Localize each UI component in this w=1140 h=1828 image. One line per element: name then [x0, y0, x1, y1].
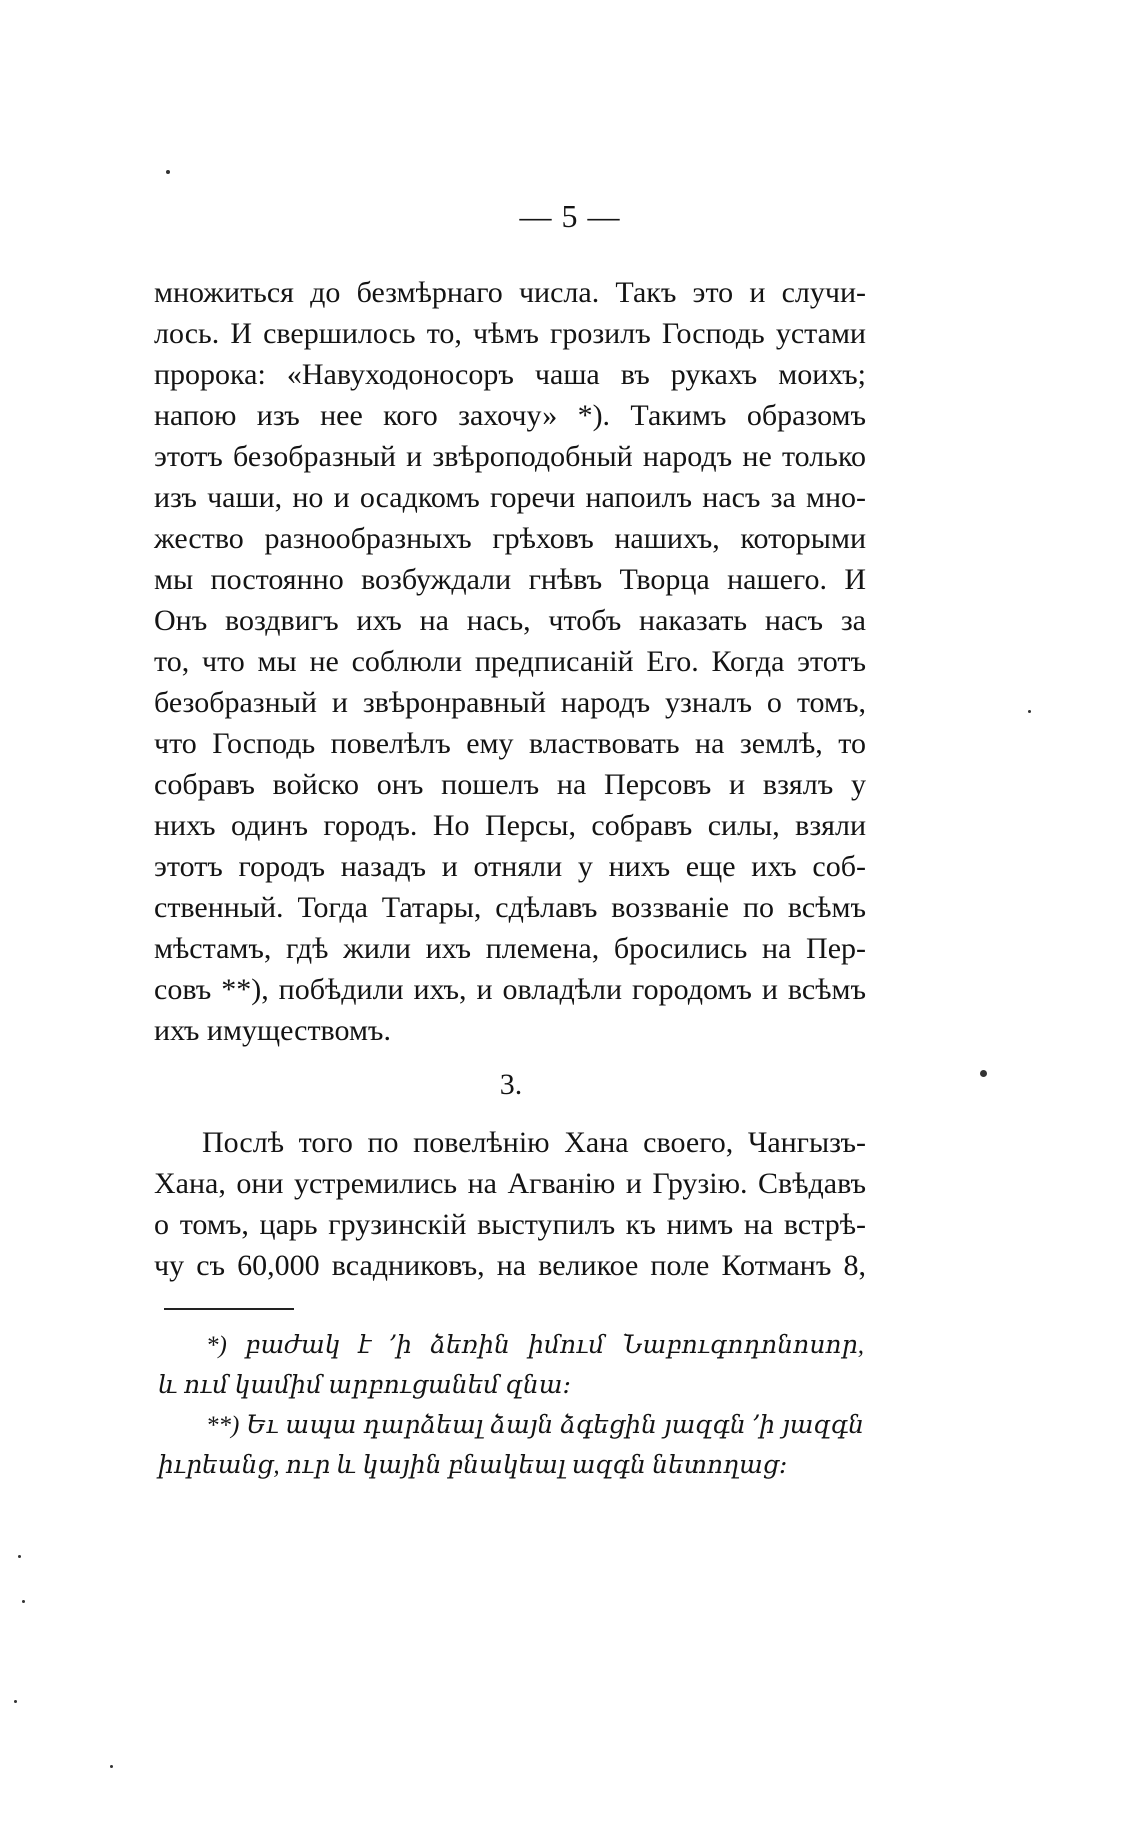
scan-speck: [110, 1765, 113, 1768]
text-line: ственный. Тогда Татары, сдѣлавъ воззваніе по всѣмъ: [154, 891, 866, 924]
scan-speck: [18, 1555, 21, 1558]
footnote-line: և ում կամիմ արբուցանեմ զնա։: [158, 1372, 571, 1399]
text-line: напою изъ нее кого захочу» *). Такимъ образомъ: [154, 399, 866, 432]
footnote-line: *) բաժակ է ՚ի ձեռին իմում Նաբուգոդոնոսոր,: [206, 1332, 864, 1359]
text-line: что Господь повелѣлъ ему властвовать на землѣ, то: [154, 727, 866, 760]
main-paragraph: [154, 272, 866, 1051]
text-line: пророка: «Навуходоносоръ чаша въ рукахъ моихъ;: [154, 358, 866, 391]
text-line: лось. И свершилось то, чѣмъ грозилъ Господь устами: [154, 317, 866, 350]
text-line: Онъ воздвигъ ихъ на нась, чтобъ наказать насъ за: [154, 604, 866, 637]
section-paragraph: [154, 1122, 866, 1286]
text-line: Хана, они устремились на Агванію и Грузію. Свѣдавъ: [154, 1167, 866, 1200]
scan-speck: [166, 170, 170, 174]
scan-speck: [14, 1700, 17, 1703]
footnote-line: իւրեանց, ուր և կային բնակեալ ազգն նետողաց։: [158, 1452, 788, 1479]
text-line: то, что мы не соблюли предписаній Его. Когда этотъ: [154, 645, 866, 678]
scan-speck: [980, 1070, 987, 1077]
text-line: о томъ, царь грузинскій выступилъ къ нимъ на встрѣ-: [154, 1208, 866, 1241]
section-number: 3.: [499, 1068, 523, 1101]
text-line: жество разнообразныхъ грѣховъ нашихъ, которыми: [154, 522, 866, 555]
text-line: совъ **), побѣдили ихъ, и овладѣли городомъ и всѣмъ: [154, 973, 866, 1006]
text-line: изъ чаши, но и осадкомъ горечи напоилъ насъ за мно-: [154, 481, 866, 514]
text-line: этотъ безобразный и звѣроподобный народъ не только: [154, 440, 866, 473]
scan-speck: [1028, 710, 1031, 713]
text-line: чу съ 60,000 всадниковъ, на великое поле Котманъ 8,: [154, 1249, 866, 1282]
text-line: Послѣ того по повелѣнію Хана своего, Чангызъ-: [202, 1126, 866, 1159]
page-number: — 5 —: [519, 198, 621, 234]
text-line: множиться до безмѣрнаго числа. Такъ это и случи-: [154, 276, 866, 309]
scan-speck: [22, 1600, 25, 1603]
text-line: ихъ имуществомъ.: [154, 1014, 391, 1047]
text-line: мѣстамъ, гдѣ жили ихъ племена, бросились на Пер-: [154, 932, 866, 965]
text-line: этотъ городъ назадъ и отняли у нихъ еще ихъ соб-: [154, 850, 866, 883]
footnote-separator: [164, 1308, 294, 1310]
text-line: безобразный и звѣронравный народъ узналъ о томъ,: [154, 686, 866, 719]
footnotes: [158, 1326, 864, 1486]
footnote-line: **) Եւ ապա դարձեալ ձայն ձգեցին յազգն ՚ի յազգն: [206, 1412, 864, 1439]
text-line: нихъ одинъ городъ. Но Персы, собравъ силы, взяли: [154, 809, 866, 842]
text-line: мы постоянно возбуждали гнѣвъ Творца нашего. И: [154, 563, 866, 596]
text-line: собравъ войско онъ пошелъ на Персовъ и взялъ у: [154, 768, 866, 801]
